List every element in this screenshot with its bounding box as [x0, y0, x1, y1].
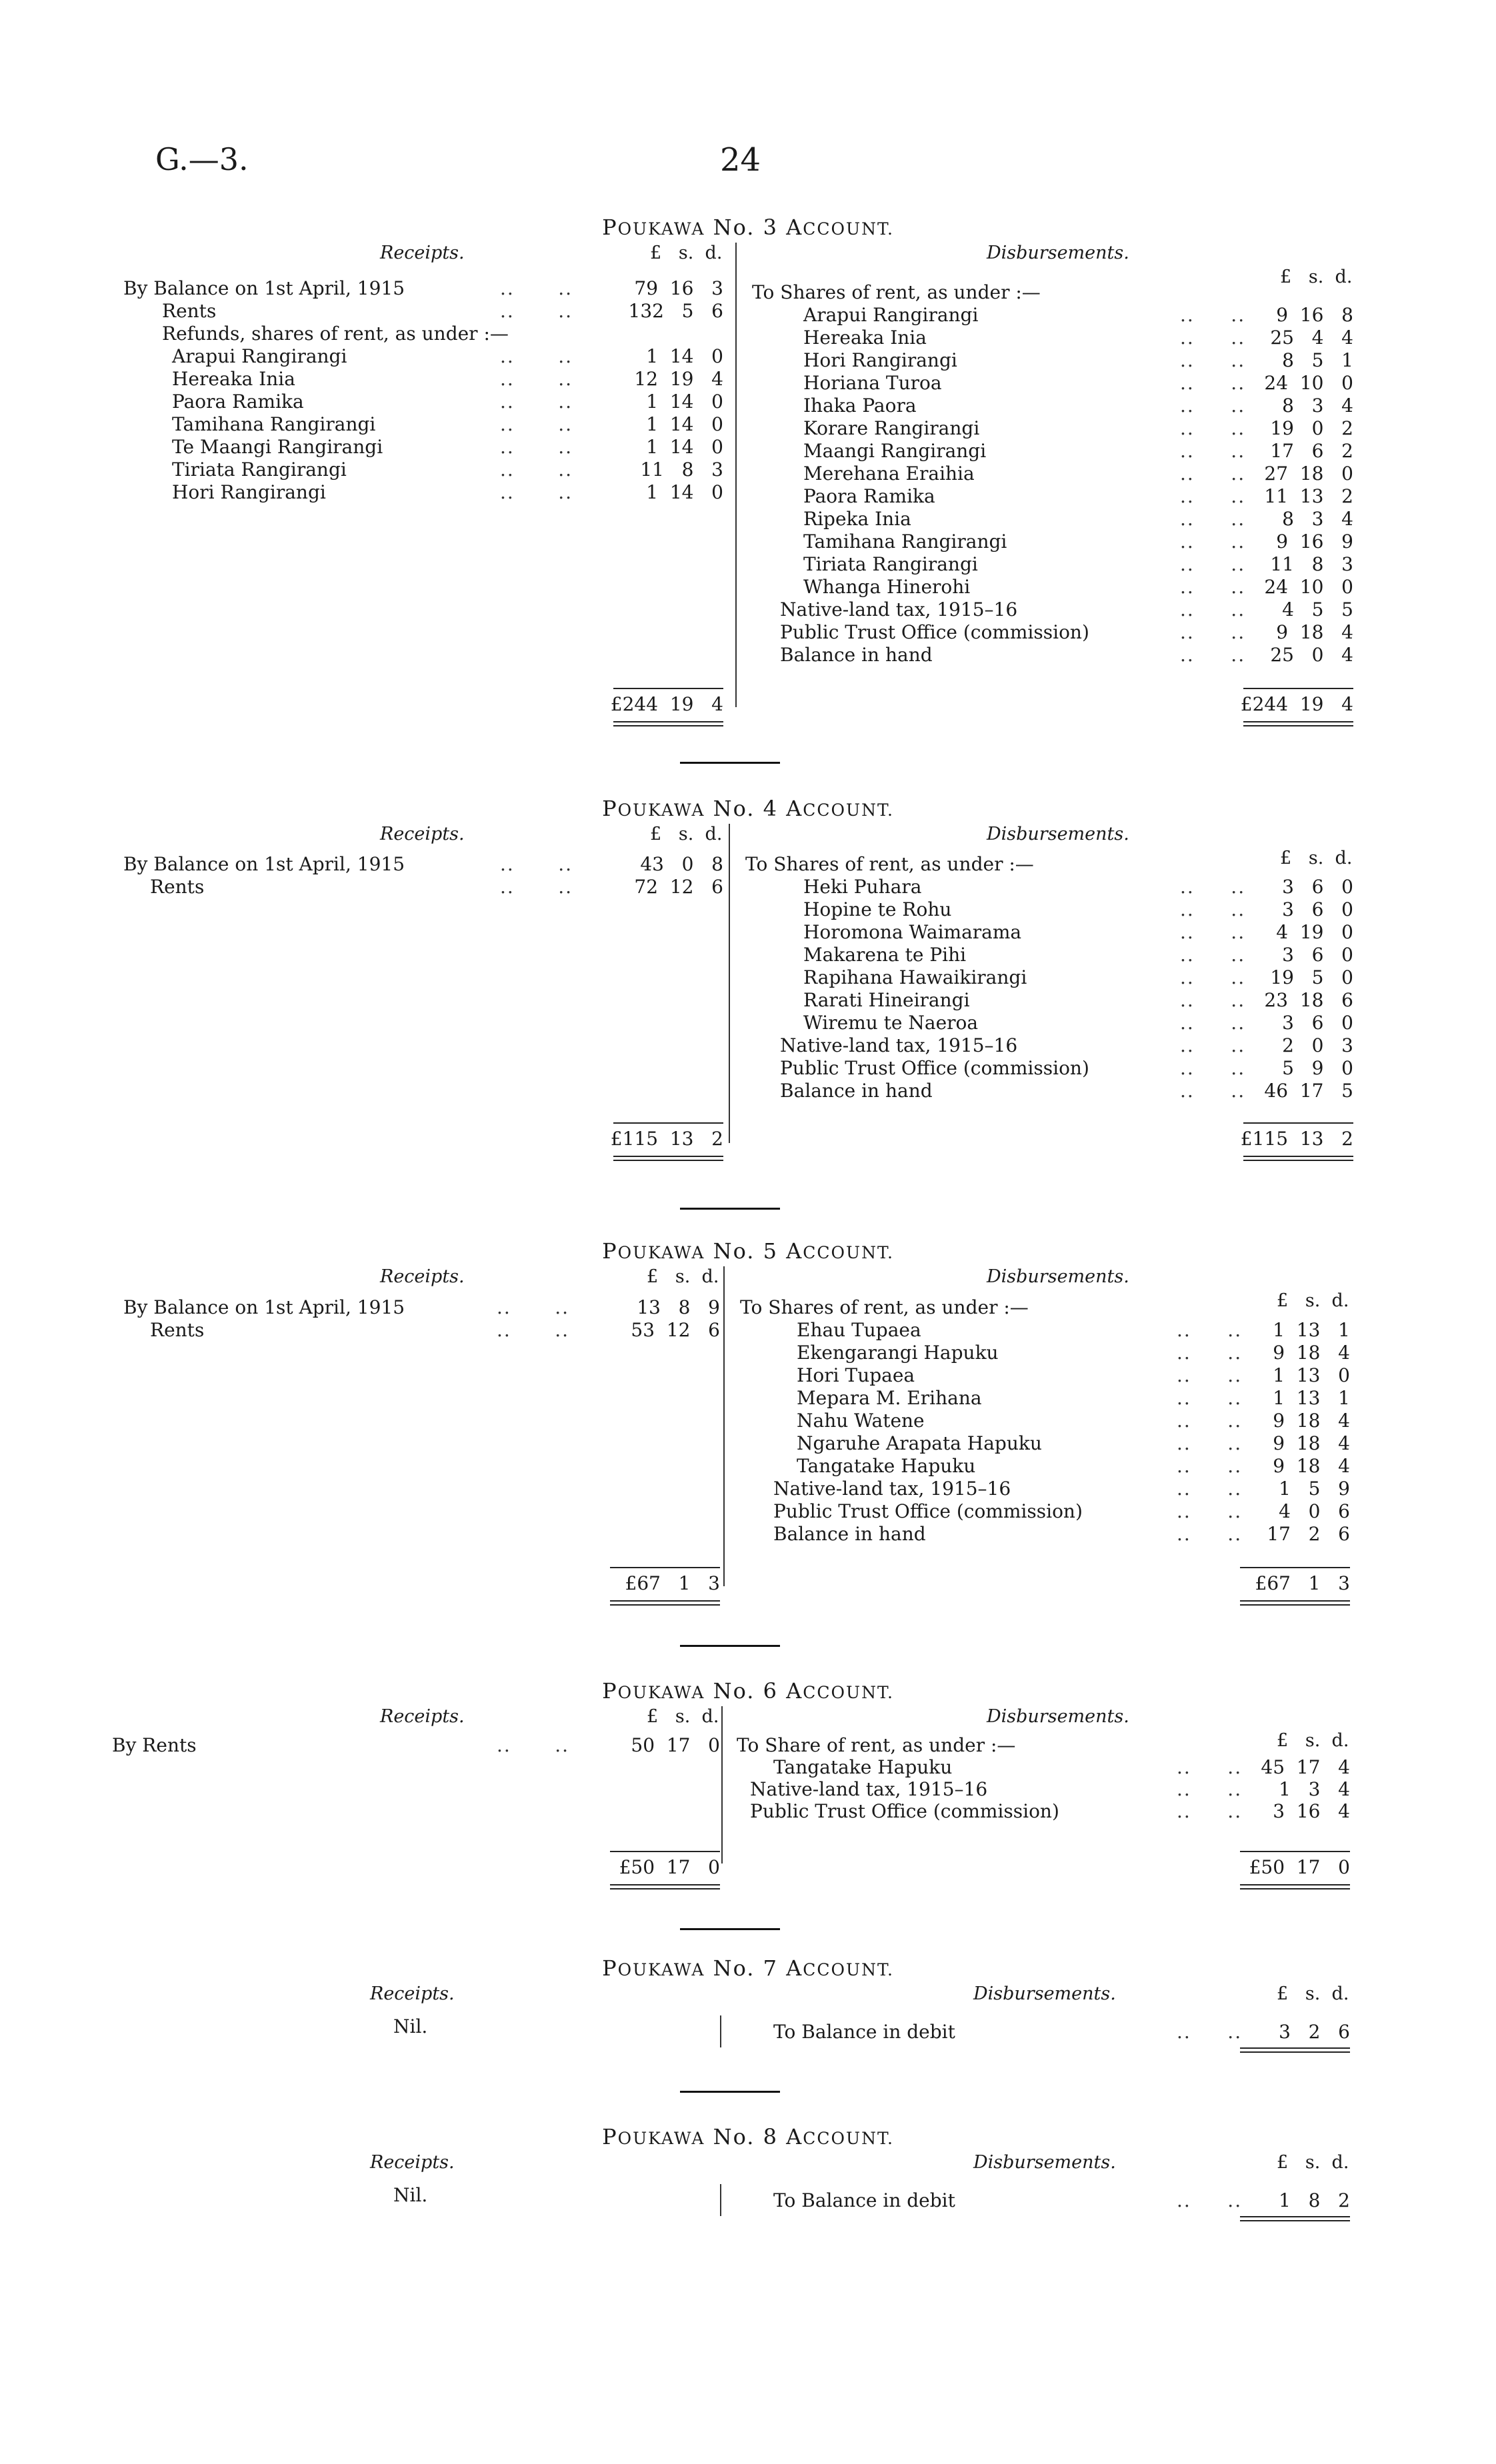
disbursement-amount: 1 13 1: [1273, 1319, 1350, 1341]
receipt-amount: 79 16 3: [634, 277, 723, 299]
disbursement-amount: 3 6 0: [1282, 898, 1353, 920]
double-rule: [610, 1600, 720, 1602]
disbursement-label: Native-land tax, 1915–16: [773, 1478, 1011, 1500]
leader-dots: .. ..: [500, 436, 573, 458]
disbursement-label: Tiriata Rangirangi: [803, 553, 978, 575]
disbursement-amount: 11 13 2: [1264, 485, 1353, 507]
disbursements-currency-header: £ s. d.: [1277, 1730, 1349, 1751]
total-rule: [1240, 1851, 1350, 1852]
leader-dots: .. ..: [500, 345, 573, 367]
leader-dots: .. ..: [1180, 417, 1246, 439]
disbursements-total: £67 1 3: [1255, 1572, 1350, 1594]
leader-dots: .. ..: [1180, 599, 1246, 620]
receipt-label: Tiriata Rangirangi: [172, 459, 347, 481]
disbursement-amount: 8 5 1: [1282, 349, 1353, 371]
disbursement-amount: 19 0 2: [1270, 417, 1353, 439]
leader-dots: .. ..: [1180, 327, 1246, 349]
leader-dots: .. ..: [1180, 1034, 1246, 1056]
account-title: POUKAWA No. 6 ACCOUNT.: [602, 1678, 894, 1704]
receipt-label: By Rents: [112, 1734, 197, 1756]
disbursement-label: To Share of rent, as under :—: [737, 1734, 1016, 1756]
disbursement-amount: 9 18 4: [1273, 1455, 1350, 1477]
leader-dots: .. ..: [1180, 440, 1246, 462]
leader-dots: .. ..: [1180, 395, 1246, 417]
column-divider: [729, 824, 730, 1143]
column-divider: [735, 243, 737, 707]
disbursements-currency-header: £ s. d.: [1277, 1290, 1349, 1311]
account-title: POUKAWA No. 7 ACCOUNT.: [602, 1955, 894, 1981]
disbursement-amount: 4 0 6: [1279, 1500, 1350, 1522]
receipts-heading: Receipts.: [380, 1706, 465, 1727]
account-title: POUKAWA No. 3 ACCOUNT.: [602, 215, 894, 240]
receipts-total: £244 19 4: [610, 693, 723, 715]
double-rule: [610, 1604, 720, 1606]
receipt-label: Hereaka Inia: [172, 368, 295, 390]
receipt-amount: 43 0 8: [640, 853, 723, 875]
leader-dots: .. ..: [1177, 1319, 1243, 1341]
total-rule: [613, 688, 723, 689]
receipts-currency-header: £ s. d.: [647, 1706, 719, 1727]
receipts-currency-header: £ s. d.: [647, 1266, 719, 1287]
leader-dots: .. ..: [500, 853, 573, 875]
leader-dots: .. ..: [1177, 1387, 1243, 1409]
disbursement-amount: 45 17 4: [1261, 1756, 1350, 1778]
disbursement-amount: 5 9 0: [1282, 1057, 1353, 1079]
double-rule: [1240, 2220, 1350, 2221]
double-rule: [613, 721, 723, 722]
leader-dots: .. ..: [1180, 944, 1246, 966]
receipt-amount: 12 19 4: [634, 368, 723, 390]
disbursement-amount: 17 6 2: [1270, 440, 1353, 462]
double-rule: [1243, 725, 1353, 726]
disbursements-heading: Disbursements.: [987, 1706, 1129, 1727]
leader-dots: .. ..: [1177, 1455, 1243, 1477]
disbursement-amount: 1 3 4: [1279, 1778, 1350, 1800]
receipt-label: Arapui Rangirangi: [172, 345, 347, 367]
disbursement-label: Mepara M. Erihana: [797, 1387, 982, 1409]
disbursement-label: Ekengarangi Hapuku: [797, 1342, 999, 1364]
receipts-nil: Nil.: [393, 2015, 428, 2037]
disbursement-label: Public Trust Office (commission): [773, 1500, 1083, 1522]
disbursement-label: To Balance in debit: [773, 2189, 955, 2211]
receipt-amount: 53 12 6: [631, 1319, 720, 1341]
disbursement-amount: 3 6 0: [1282, 944, 1353, 966]
disbursement-label: Ripeka Inia: [803, 508, 911, 530]
leader-dots: .. ..: [1177, 1778, 1243, 1800]
disbursement-label: Paora Ramika: [803, 485, 935, 507]
disbursements-total: £244 19 4: [1240, 693, 1353, 715]
receipt-amount: 1 14 0: [646, 436, 723, 458]
disbursement-label: Balance in hand: [780, 1080, 933, 1102]
disbursement-label: Heki Puhara: [803, 876, 922, 898]
double-rule: [1240, 2216, 1350, 2217]
account-title: POUKAWA No. 5 ACCOUNT.: [602, 1238, 894, 1264]
double-rule: [1240, 2051, 1350, 2053]
receipts-nil: Nil.: [393, 2184, 428, 2206]
total-rule: [1240, 1567, 1350, 1568]
receipt-label: Hori Rangirangi: [172, 481, 326, 503]
page-number: 24: [720, 141, 761, 179]
section-separator: [680, 1928, 780, 1930]
receipts-total: £67 1 3: [625, 1572, 720, 1594]
disbursement-amount: 1 13 0: [1273, 1364, 1350, 1386]
leader-dots: .. ..: [500, 391, 573, 413]
disbursement-amount: 9 18 4: [1276, 621, 1353, 643]
disbursement-label: Native-land tax, 1915–16: [750, 1778, 988, 1800]
disbursements-currency-header: £ s. d.: [1277, 1983, 1349, 2004]
leader-dots: .. ..: [1180, 644, 1246, 666]
leader-dots: .. ..: [1177, 1478, 1243, 1500]
leader-dots: .. ..: [1177, 1432, 1243, 1454]
disbursement-label: Makarena te Pihi: [803, 944, 967, 966]
double-rule: [1240, 1600, 1350, 1602]
receipt-amount: 13 8 9: [637, 1296, 720, 1318]
receipt-amount: 50 17 0: [631, 1734, 720, 1756]
disbursements-heading: Disbursements.: [973, 1983, 1116, 2004]
leader-dots: .. ..: [497, 1734, 570, 1756]
column-divider: [720, 2184, 721, 2216]
disbursement-amount: 8 3 4: [1282, 395, 1353, 417]
leader-dots: .. ..: [1177, 2189, 1243, 2211]
receipt-amount: 132 5 6: [628, 300, 723, 322]
disbursement-label: Hereaka Inia: [803, 327, 927, 349]
double-rule: [1240, 1884, 1350, 1885]
disbursement-amount: 3 2 6: [1279, 2021, 1350, 2043]
account-title: POUKAWA No. 4 ACCOUNT.: [602, 796, 894, 821]
disbursements-currency-header: £ s. d.: [1280, 267, 1353, 287]
receipts-heading: Receipts.: [380, 824, 465, 844]
disbursement-amount: 9 16 8: [1276, 304, 1353, 326]
leader-dots: .. ..: [497, 1296, 570, 1318]
double-rule: [610, 1888, 720, 1889]
disbursement-label: Native-land tax, 1915–16: [780, 599, 1018, 620]
leader-dots: .. ..: [1177, 1364, 1243, 1386]
disbursement-amount: 3 6 0: [1282, 1012, 1353, 1034]
receipt-label: By Balance on 1st April, 1915: [123, 1296, 405, 1318]
account-title: POUKAWA No. 8 ACCOUNT.: [602, 2124, 894, 2149]
disbursement-label: Horiana Turoa: [803, 372, 942, 394]
disbursement-amount: 9 18 4: [1273, 1432, 1350, 1454]
leader-dots: .. ..: [500, 300, 573, 322]
disbursement-label: Hopine te Rohu: [803, 898, 952, 920]
leader-dots: .. ..: [1177, 1523, 1243, 1545]
disbursement-amount: 4 19 0: [1276, 921, 1353, 943]
receipts-currency-header: £ s. d.: [650, 243, 723, 263]
leader-dots: .. ..: [500, 481, 573, 503]
double-rule: [613, 1160, 723, 1161]
disbursement-label: To Balance in debit: [773, 2021, 955, 2043]
receipt-amount: 1 14 0: [646, 391, 723, 413]
disbursement-label: Merehana Eraihia: [803, 463, 975, 485]
disbursement-label: Hori Rangirangi: [803, 349, 957, 371]
disbursement-label: Hori Tupaea: [797, 1364, 915, 1386]
disbursement-amount: 4 5 5: [1282, 599, 1353, 620]
disbursement-label: Maangi Rangirangi: [803, 440, 987, 462]
double-rule: [1240, 1604, 1350, 1606]
leader-dots: .. ..: [1177, 1756, 1243, 1778]
receipt-label: Paora Ramika: [172, 391, 304, 413]
double-rule: [1243, 1156, 1353, 1157]
disbursement-amount: 11 8 3: [1270, 553, 1353, 575]
disbursement-amount: 25 0 4: [1270, 644, 1353, 666]
disbursement-amount: 1 13 1: [1273, 1387, 1350, 1409]
page-reference: G.—3.: [155, 141, 249, 177]
leader-dots: .. ..: [1177, 1500, 1243, 1522]
receipt-label: Rents: [150, 876, 205, 898]
disbursements-heading: Disbursements.: [987, 824, 1129, 844]
leader-dots: .. ..: [1180, 898, 1246, 920]
disbursement-amount: 23 18 6: [1264, 989, 1353, 1011]
disbursement-amount: 9 18 4: [1273, 1410, 1350, 1432]
disbursement-label: Ehau Tupaea: [797, 1319, 921, 1341]
receipt-label: Rents: [150, 1319, 205, 1341]
disbursement-amount: 3 16 4: [1273, 1800, 1350, 1822]
receipt-label: Tamihana Rangirangi: [172, 413, 376, 435]
disbursement-label: Korare Rangirangi: [803, 417, 980, 439]
leader-dots: .. ..: [1180, 1057, 1246, 1079]
disbursement-label: To Shares of rent, as under :—: [740, 1296, 1029, 1318]
disbursement-label: Public Trust Office (commission): [780, 1057, 1089, 1079]
disbursement-label: Ngaruhe Arapata Hapuku: [797, 1432, 1042, 1454]
disbursement-label: Tamihana Rangirangi: [803, 531, 1007, 553]
disbursement-amount: 9 18 4: [1273, 1342, 1350, 1364]
disbursement-label: Balance in hand: [780, 644, 933, 666]
receipt-label: Rents: [162, 300, 217, 322]
leader-dots: .. ..: [1180, 966, 1246, 988]
leader-dots: .. ..: [1180, 576, 1246, 598]
disbursement-label: Public Trust Office (commission): [780, 621, 1089, 643]
disbursement-label: Rapihana Hawaikirangi: [803, 966, 1027, 988]
leader-dots: .. ..: [1180, 372, 1246, 394]
column-divider: [721, 1706, 723, 1863]
receipts-heading: Receipts.: [370, 1983, 455, 2004]
leader-dots: .. ..: [1177, 1342, 1243, 1364]
receipt-amount: 1 14 0: [646, 481, 723, 503]
disbursement-amount: 17 2 6: [1267, 1523, 1350, 1545]
disbursement-label: To Shares of rent, as under :—: [752, 281, 1041, 303]
disbursement-label: Rarati Hineirangi: [803, 989, 970, 1011]
column-divider: [723, 1266, 725, 1586]
disbursement-label: Ihaka Paora: [803, 395, 917, 417]
leader-dots: .. ..: [500, 368, 573, 390]
disbursement-label: Horomona Waimarama: [803, 921, 1022, 943]
total-rule: [613, 1122, 723, 1124]
total-rule: [610, 1851, 720, 1852]
receipt-label: By Balance on 1st April, 1915: [123, 853, 405, 875]
receipts-currency-header: £ s. d.: [650, 824, 723, 844]
double-rule: [1240, 1888, 1350, 1889]
leader-dots: .. ..: [1177, 1800, 1243, 1822]
disbursements-heading: Disbursements.: [987, 1266, 1129, 1287]
disbursement-label: Nahu Watene: [797, 1410, 925, 1432]
leader-dots: .. ..: [1180, 989, 1246, 1011]
leader-dots: .. ..: [1180, 349, 1246, 371]
section-separator: [680, 1645, 780, 1647]
section-separator: [680, 1208, 780, 1210]
leader-dots: .. ..: [1180, 485, 1246, 507]
receipts-heading: Receipts.: [380, 1266, 465, 1287]
section-separator: [680, 762, 780, 764]
receipt-label: By Balance on 1st April, 1915: [123, 277, 405, 299]
receipt-amount: 1 14 0: [646, 345, 723, 367]
leader-dots: .. ..: [1180, 508, 1246, 530]
double-rule: [1243, 721, 1353, 722]
disbursement-amount: 1 5 9: [1279, 1478, 1350, 1500]
receipts-total: £115 13 2: [610, 1128, 723, 1150]
leader-dots: .. ..: [1180, 621, 1246, 643]
leader-dots: .. ..: [1180, 1012, 1246, 1034]
leader-dots: .. ..: [500, 876, 573, 898]
disbursement-label: Whanga Hinerohi: [803, 576, 971, 598]
leader-dots: .. ..: [497, 1319, 570, 1341]
receipt-amount: 11 8 3: [640, 459, 723, 481]
disbursement-label: Wiremu te Naeroa: [803, 1012, 979, 1034]
column-divider: [720, 2015, 721, 2047]
disbursement-amount: 2 0 3: [1282, 1034, 1353, 1056]
disbursement-amount: 19 5 0: [1270, 966, 1353, 988]
receipt-amount: 1 14 0: [646, 413, 723, 435]
leader-dots: .. ..: [500, 413, 573, 435]
double-rule: [1243, 1160, 1353, 1161]
leader-dots: .. ..: [1180, 531, 1246, 553]
receipt-amount: 72 12 6: [634, 876, 723, 898]
double-rule: [1240, 2047, 1350, 2049]
double-rule: [610, 1884, 720, 1885]
disbursement-amount: 3 6 0: [1282, 876, 1353, 898]
receipt-label: Refunds, shares of rent, as under :—: [162, 323, 509, 345]
disbursements-heading: Disbursements.: [973, 2152, 1116, 2173]
receipt-label: Te Maangi Rangirangi: [172, 436, 383, 458]
disbursement-amount: 8 3 4: [1282, 508, 1353, 530]
total-rule: [1243, 1122, 1353, 1124]
leader-dots: .. ..: [1180, 876, 1246, 898]
leader-dots: .. ..: [1177, 1410, 1243, 1432]
disbursement-label: To Shares of rent, as under :—: [745, 853, 1034, 875]
leader-dots: .. ..: [1180, 304, 1246, 326]
total-rule: [610, 1567, 720, 1568]
receipts-total: £50 17 0: [619, 1856, 720, 1878]
disbursement-amount: 27 18 0: [1264, 463, 1353, 485]
receipts-heading: Receipts.: [370, 2152, 455, 2173]
disbursement-label: Tangatake Hapuku: [773, 1756, 953, 1778]
receipts-heading: Receipts.: [380, 243, 465, 263]
disbursement-label: Tangatake Hapuku: [797, 1455, 976, 1477]
double-rule: [613, 1156, 723, 1157]
leader-dots: .. ..: [500, 459, 573, 481]
disbursements-heading: Disbursements.: [987, 243, 1129, 263]
leader-dots: .. ..: [1180, 1080, 1246, 1102]
disbursement-amount: 25 4 4: [1270, 327, 1353, 349]
disbursements-currency-header: £ s. d.: [1280, 848, 1353, 868]
disbursement-amount: 9 16 9: [1276, 531, 1353, 553]
leader-dots: .. ..: [1177, 2021, 1243, 2043]
leader-dots: .. ..: [1180, 921, 1246, 943]
disbursements-currency-header: £ s. d.: [1277, 2152, 1349, 2173]
disbursements-total: £115 13 2: [1240, 1128, 1353, 1150]
double-rule: [613, 725, 723, 726]
disbursement-label: Balance in hand: [773, 1523, 926, 1545]
section-separator: [680, 2091, 780, 2093]
disbursement-amount: 24 10 0: [1264, 372, 1353, 394]
disbursement-label: Native-land tax, 1915–16: [780, 1034, 1018, 1056]
disbursement-label: Public Trust Office (commission): [750, 1800, 1059, 1822]
leader-dots: .. ..: [1180, 553, 1246, 575]
disbursement-amount: 24 10 0: [1264, 576, 1353, 598]
disbursement-amount: 1 8 2: [1279, 2189, 1350, 2211]
disbursement-label: Arapui Rangirangi: [803, 304, 979, 326]
leader-dots: .. ..: [1180, 463, 1246, 485]
total-rule: [1243, 688, 1353, 689]
disbursements-total: £50 17 0: [1249, 1856, 1350, 1878]
disbursement-amount: 46 17 5: [1264, 1080, 1353, 1102]
leader-dots: .. ..: [500, 277, 573, 299]
